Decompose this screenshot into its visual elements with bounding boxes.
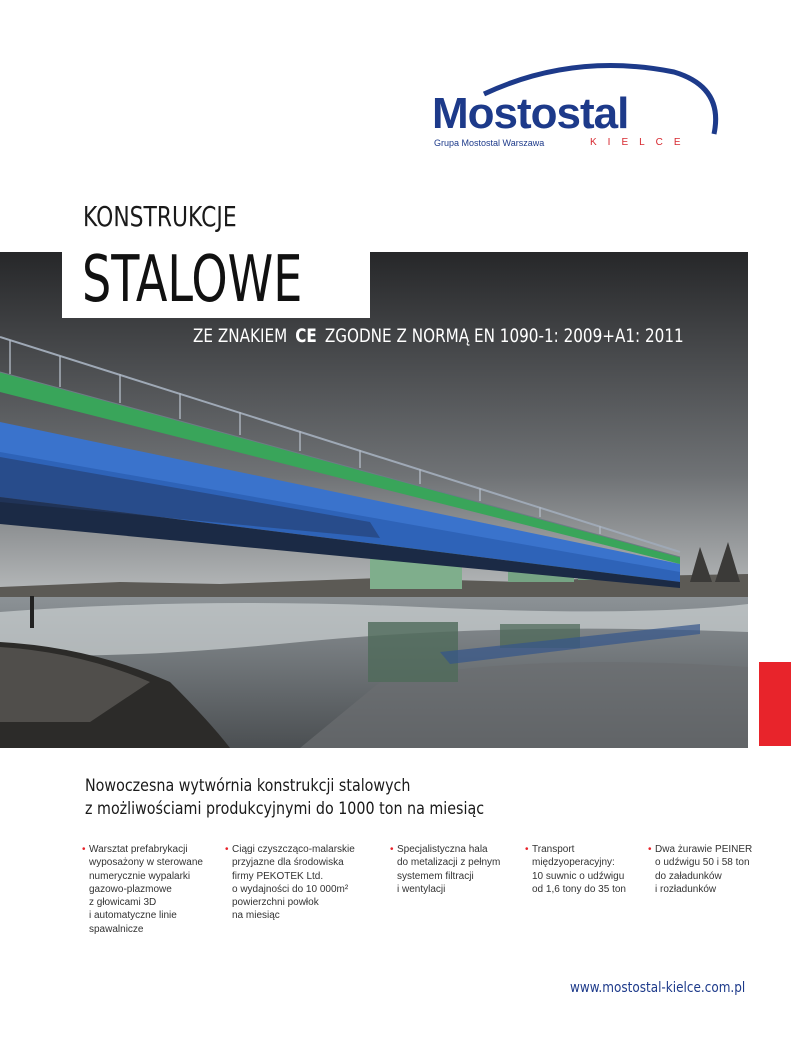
feature-line: międzyoperacyjny: [532, 857, 615, 869]
intro-text [85, 775, 484, 821]
logo-wordmark: Mostostal [432, 89, 629, 138]
feature-line: do załadunków [655, 870, 722, 882]
norm-prefix: ZE ZNAKIEM [193, 325, 288, 347]
logo-subtitle: Grupa Mostostal Warszawa [434, 138, 545, 148]
website-link[interactable]: www.mostostal-kielce.com.pl [570, 980, 746, 996]
feature-line: o udźwigu 50 i 58 ton [655, 857, 750, 869]
title-box [62, 243, 370, 318]
feature-transport [525, 843, 626, 896]
heading-line2: STALOWE [82, 243, 303, 317]
bullet-icon: • [390, 844, 394, 855]
feature-line: 10 suwnic o udźwigu [532, 870, 625, 882]
feature-line: przyjazne dla środowiska [232, 857, 344, 869]
feature-cranes [648, 843, 753, 896]
feature-line: firmy PEKOTEK Ltd. [232, 870, 324, 882]
feature-line: spawalnicze [89, 923, 144, 935]
feature-line: gazowo-plazmowe [89, 883, 172, 895]
bullet-icon: • [225, 844, 229, 855]
norm-statement [193, 325, 684, 347]
feature-line: z głowicami 3D [89, 897, 157, 909]
heading-line1: KONSTRUKCJE [83, 200, 237, 233]
red-edge-tab [759, 662, 791, 746]
feature-line: powierzchni powłok [232, 897, 319, 909]
feature-line: i rozładunków [655, 883, 717, 895]
feature-painting [225, 843, 355, 923]
feature-line: do metalizacji z pełnym [397, 857, 501, 869]
feature-line: i automatyczne linie [89, 910, 177, 922]
logo-city: KIELCE [590, 137, 692, 148]
bullet-icon: • [525, 844, 529, 855]
feature-line: systemem filtracji [397, 870, 474, 882]
feature-metallization [390, 843, 501, 896]
ce-mark-icon: CE [295, 325, 317, 347]
feature-line: na miesiąc [232, 910, 280, 922]
feature-line: Dwa żurawie PEINER [655, 844, 753, 855]
bullet-icon: • [648, 844, 652, 855]
feature-line: Ciągi czyszcząco-malarskie [232, 844, 355, 855]
feature-line: od 1,6 tony do 35 ton [532, 883, 626, 895]
feature-line: numerycznie wypalarki [89, 870, 191, 882]
feature-line: i wentylacji [397, 883, 446, 895]
norm-suffix: ZGODNE Z NORMĄ EN 1090-1: 2009+A1: 2011 [324, 325, 684, 347]
feature-line: wyposażony w sterowane [89, 857, 203, 869]
bullet-icon: • [82, 844, 86, 855]
feature-line: Warsztat prefabrykacji [89, 844, 188, 855]
feature-line: Specjalistyczna hala [397, 844, 488, 855]
intro-line1: Nowoczesna wytwórnia konstrukcji stalowych [85, 776, 411, 796]
intro-line2: z możliwościami produkcyjnymi do 1000 ton na miesiąc [85, 799, 485, 819]
feature-prefabrication [82, 843, 203, 936]
mostostal-logo [424, 62, 724, 152]
feature-line: o wydajności do 10 000m² [232, 883, 349, 895]
feature-line: Transport [532, 844, 575, 855]
